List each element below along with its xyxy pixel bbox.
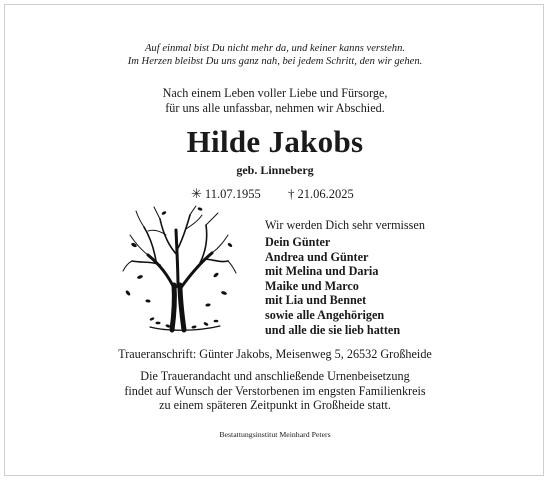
birth-name: geb. Linneberg bbox=[236, 163, 314, 177]
miss-line: Wir werden Dich sehr vermissen bbox=[265, 218, 425, 232]
signer-item: Maike und Marco bbox=[265, 278, 359, 293]
signers-list bbox=[265, 235, 400, 337]
signer-item: und alle die sie lieb hatten bbox=[265, 322, 401, 337]
mourning-address: Traueranschrift: Günter Jakobs, Meisenweg 5, 26532 Großheide bbox=[118, 347, 432, 361]
tree-icon bbox=[120, 205, 238, 335]
death-date-value: 21.06.2025 bbox=[297, 187, 354, 201]
deceased-name: Hilde Jakobs bbox=[186, 124, 364, 159]
signer-item: Andrea und Günter bbox=[265, 249, 369, 264]
notice-line: zu einem späteren Zeitpunkt in Großheide statt. bbox=[159, 398, 391, 412]
notice-line: findet auf Wunsch der Verstorbenen im engsten Familienkreis bbox=[124, 383, 426, 398]
birth-date-value: 11.07.1955 bbox=[204, 187, 261, 201]
intro-text bbox=[0, 86, 550, 115]
signer-item: mit Lia und Bennet bbox=[265, 293, 367, 308]
quote-line: Im Herzen bleibst Du uns ganz nah, bei jedem Schritt, den wir gehen. bbox=[127, 56, 423, 67]
quote-line: Auf einmal bist Du nicht mehr da, und keiner kanns verstehn. bbox=[144, 43, 406, 54]
signer-item: sowie alle Angehörigen bbox=[265, 307, 385, 322]
undertaker-name: Bestattungsinstitut Meinhard Peters bbox=[219, 430, 331, 439]
poem-quote bbox=[0, 42, 550, 68]
death-date bbox=[288, 186, 354, 202]
intro-line: Nach einem Leben voller Liebe und Fürsorge, bbox=[162, 86, 388, 100]
death-cross-icon: † bbox=[288, 186, 295, 201]
birth-star-icon: ✳ bbox=[191, 186, 202, 201]
ceremony-notice bbox=[0, 369, 550, 413]
intro-line: für uns alle unfassbar, nehmen wir Abschied. bbox=[165, 100, 385, 115]
signer-item: mit Melina und Daria bbox=[265, 264, 379, 279]
birth-date bbox=[191, 186, 261, 202]
notice-line: Die Trauerandacht und anschließende Urnenbeisetzung bbox=[140, 369, 410, 383]
signer-item: Dein Günter bbox=[265, 235, 331, 249]
